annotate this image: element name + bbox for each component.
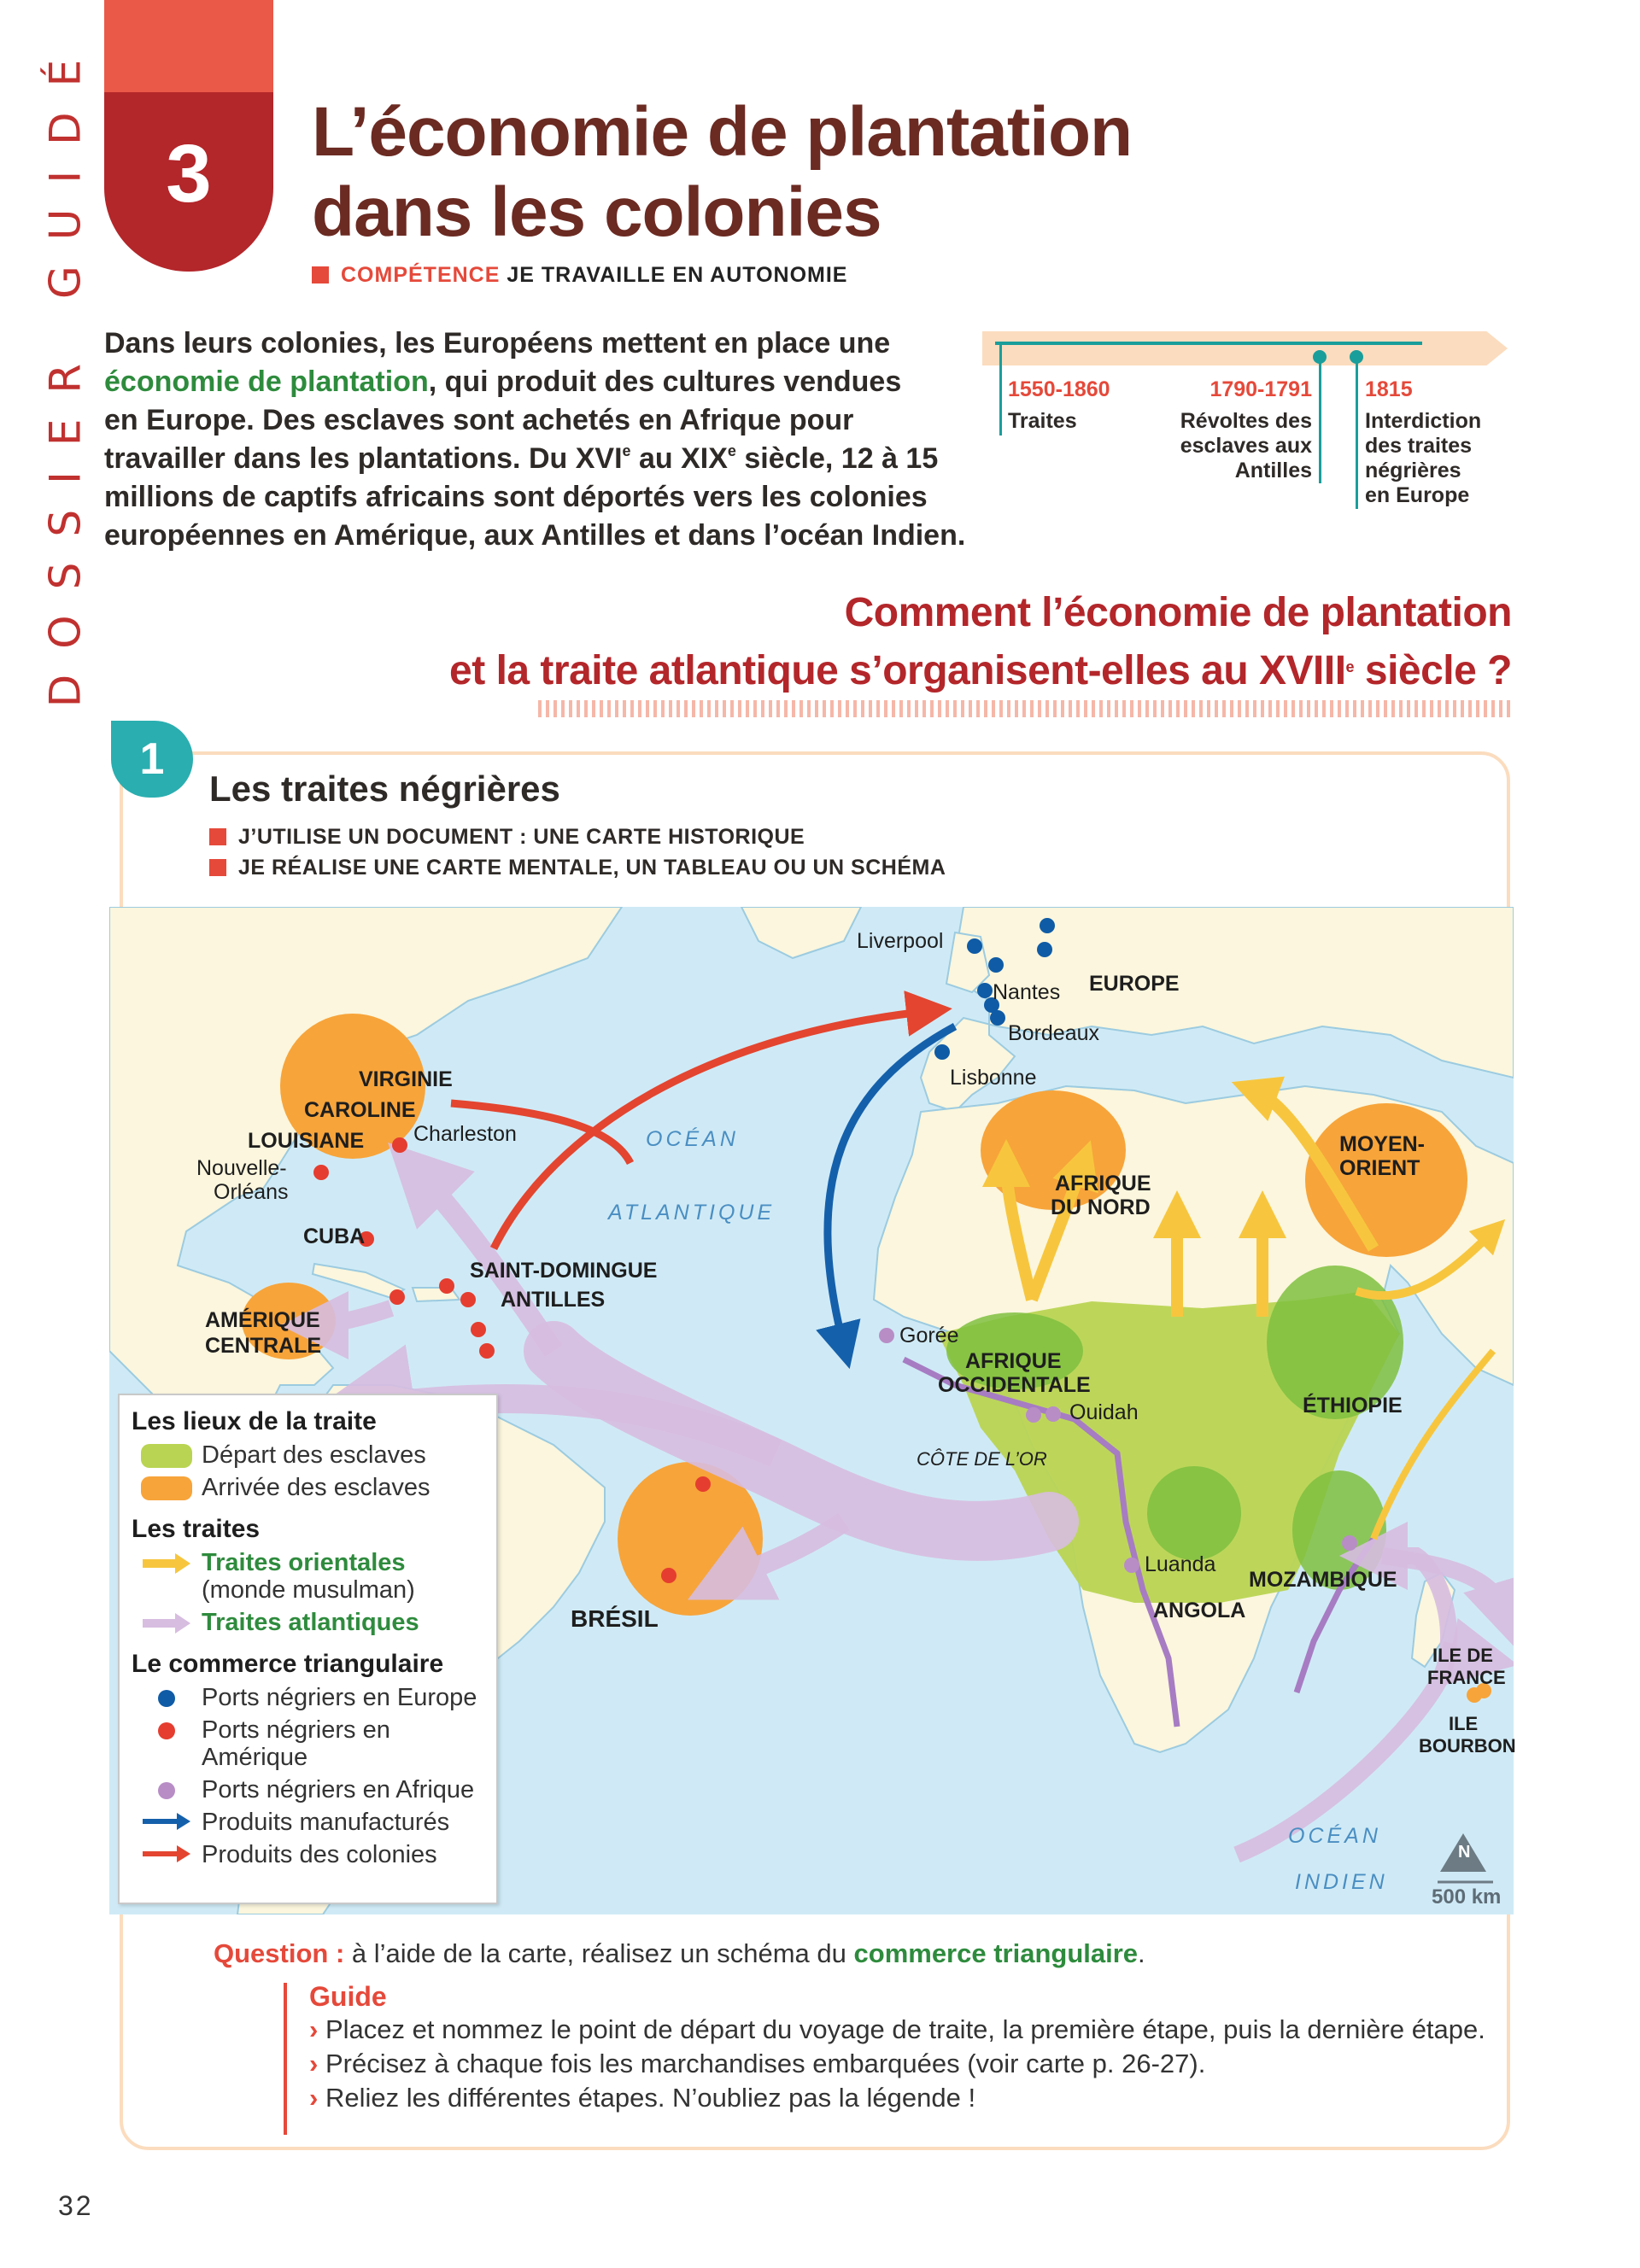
guide-item-text: Placez et nommez le point de départ du voyage de traite, la première étape, puis la dernière étape. [325, 2014, 1485, 2044]
port-europe-dot [990, 1010, 1005, 1026]
map-label-luanda: Luanda [1145, 1552, 1216, 1576]
intro-text: , qui produit des cultures vendues [428, 365, 902, 398]
timeline-text: Antilles [1234, 459, 1312, 482]
question-sup: e [1345, 658, 1355, 675]
departure-swatch-icon [141, 1444, 192, 1468]
skill-text: J’UTILISE UN DOCUMENT : UNE CARTE HISTORIQUE [238, 825, 805, 849]
port-europe-dot [988, 957, 1004, 973]
yellow-arrow-icon [141, 1552, 192, 1575]
map-label-charleston: Charleston [413, 1122, 517, 1146]
legend-item-produits-manuf [132, 1809, 484, 1836]
legend-label: Ports négriers en Europe [202, 1684, 477, 1711]
map-label-mozambique: MOZAMBIQUE [1249, 1568, 1397, 1592]
question-text: à l’aide de la carte, réalisez un schéma du [344, 1938, 854, 1968]
map-label-ile-de: ILE DE [1432, 1645, 1493, 1666]
map-label-orient: ORIENT [1339, 1156, 1420, 1180]
blue-arrow-icon [141, 1811, 192, 1832]
question-line1: Comment l’économie de plantation [844, 590, 1512, 635]
port-europe-dot [977, 983, 993, 998]
port-europe-dot [934, 1044, 950, 1060]
page-title-line1: L’économie de plantation [312, 93, 1133, 171]
legend-heading-lieux: Les lieux de la traite [132, 1407, 377, 1435]
blue-dot-icon [158, 1690, 175, 1707]
guide-item-text: Reliez les différentes étapes. N’oubliez pas la légende ! [325, 2083, 976, 2113]
timeline-tick [1356, 359, 1358, 509]
problematic-question [342, 584, 1512, 700]
map-label-angola: ANGOLA [1153, 1599, 1246, 1622]
timeline-line [995, 342, 1422, 345]
legend-label: Produits manufacturés [202, 1809, 450, 1836]
purple-dot-icon [158, 1782, 175, 1799]
purple-arrow-icon [141, 1611, 192, 1635]
question-line2 [342, 642, 1512, 700]
legend-label: Départ des esclaves [202, 1441, 426, 1469]
map-label-indien: INDIEN [1295, 1870, 1388, 1894]
timeline-date: 1790-1791 [1210, 377, 1312, 401]
map-label-nouvelle: Nouvelle- [196, 1156, 287, 1180]
chapter-number: 3 [166, 128, 212, 219]
map-label-afrique-occ: AFRIQUE [965, 1349, 1062, 1373]
chevron-right-icon: › [309, 2049, 319, 2078]
map-label-ouidah: Ouidah [1069, 1400, 1139, 1424]
competence-line [312, 263, 847, 288]
guide-item [309, 2081, 1505, 2115]
question-line [214, 1938, 1495, 1969]
page-number: 32 [58, 2190, 94, 2221]
timeline-text: Traites [1008, 409, 1077, 433]
timeline-date: 1815 [1365, 377, 1413, 401]
dashed-divider [538, 700, 1512, 717]
map-label-antilles: ANTILLES [501, 1288, 606, 1312]
competence-label: COMPÉTENCE [341, 263, 501, 287]
question-label: Question : [214, 1938, 345, 1968]
port-america-dot [471, 1322, 486, 1337]
red-dot-icon [158, 1722, 175, 1739]
port-africa-dot [1342, 1535, 1357, 1551]
question-highlight: commerce triangulaire [853, 1938, 1139, 1968]
guide-title: Guide [309, 1981, 387, 2012]
map-label-ocean-atlantic: OCÉAN [646, 1127, 739, 1151]
angola-green [1147, 1466, 1241, 1560]
map-label-europe: EUROPE [1089, 972, 1180, 996]
legend-item-depart [132, 1441, 484, 1469]
chapter-top-bar [104, 0, 273, 102]
timeline-event [1162, 377, 1312, 483]
chapter-number-tab [104, 92, 273, 272]
timeline-tick [1319, 359, 1321, 483]
intro-line [104, 440, 975, 478]
map-label-afrique-nord: AFRIQUE [1055, 1172, 1151, 1195]
legend-label: Traites orientales [202, 1549, 406, 1576]
map-label-bourbon: BOURBON [1419, 1735, 1516, 1757]
map-label-nantes: Nantes [993, 980, 1061, 1004]
port-africa-dot [1046, 1406, 1061, 1422]
map-legend [118, 1394, 498, 1904]
map-label-cote-or: CÔTE DE L’OR [917, 1448, 1047, 1470]
map-label-france: FRANCE [1427, 1667, 1506, 1688]
map-label-virginie: VIRGINIE [359, 1067, 453, 1091]
competence-bullet-icon [312, 266, 329, 284]
port-america-dot [439, 1278, 454, 1294]
timeline-text: Révoltes des [1180, 409, 1312, 433]
intro-line: européennes en Amérique, aux Antilles et dans l’océan Indien. [104, 519, 966, 552]
port-africa-dot [879, 1328, 894, 1343]
map-label-liverpool: Liverpool [857, 929, 944, 953]
guide-item [309, 2013, 1505, 2047]
port-europe-dot [1037, 942, 1052, 957]
timeline-event [1365, 377, 1510, 508]
legend-item-atlantiques [132, 1609, 484, 1636]
question-text: siècle ? [1354, 648, 1512, 693]
legend-label: Arrivée des esclaves [202, 1474, 430, 1501]
guide-item-text: Précisez à chaque fois les marchandises embarquées (voir carte p. 26-27). [325, 2049, 1206, 2078]
port-america-dot [479, 1343, 495, 1359]
intro-line: Dans leurs colonies, les Européens mettent en place une [104, 327, 891, 359]
page-title [312, 92, 1294, 253]
map-label-lisbonne: Lisbonne [950, 1066, 1037, 1090]
skill-text: JE RÉALISE UNE CARTE MENTALE, UN TABLEAU OU UN SCHÉMA [238, 856, 946, 880]
timeline-event [1008, 377, 1153, 434]
chevron-right-icon: › [309, 2014, 319, 2044]
timeline-date: 1550-1860 [1008, 377, 1110, 401]
map-label-orleans: Orléans [214, 1180, 289, 1204]
question-text: . [1138, 1938, 1145, 1968]
intro-sup: e [622, 442, 631, 459]
red-arrow-icon [141, 1844, 192, 1864]
timeline-text: en Europe [1365, 483, 1470, 507]
map-label-bresil: BRÉSIL [571, 1605, 659, 1632]
document-skill [209, 856, 946, 880]
timeline-text: esclaves aux [1180, 434, 1312, 458]
question-text: et la traite atlantique s’organisent-elles au XVIII [449, 648, 1346, 693]
guide-block [309, 1981, 1505, 2115]
map-label-caroline: CAROLINE [304, 1098, 416, 1122]
document-skill [209, 825, 805, 850]
legend-item-orientales [132, 1549, 484, 1604]
legend-item-ports-europe [132, 1684, 484, 1711]
port-america-dot [695, 1476, 711, 1492]
legend-item-produits-col [132, 1841, 484, 1868]
legend-label: Ports négriers en Amérique [202, 1716, 390, 1771]
map-label-cuba: CUBA [303, 1225, 366, 1248]
legend-item-arrivee [132, 1474, 484, 1501]
map-label-atlantique: ATLANTIQUE [608, 1201, 776, 1225]
legend-heading-traites: Les traites [132, 1515, 261, 1543]
scale-label: 500 km [1432, 1885, 1502, 1909]
map-label-du-nord: DU NORD [1051, 1195, 1151, 1219]
legend-note: (monde musulman) [202, 1576, 415, 1604]
document-title: Les traites négrières [209, 769, 560, 809]
dossier-guide-sidebar-label: DOSSIER GUIDÉ [40, 33, 90, 708]
legend-label: Ports négriers en Afrique [202, 1776, 475, 1803]
map-label-louisiane: LOUISIANE [248, 1129, 365, 1153]
guide-bar [284, 1983, 287, 2135]
competence-text: JE TRAVAILLE EN AUTONOMIE [507, 263, 848, 287]
map-label-bordeaux: Bordeaux [1008, 1021, 1100, 1045]
port-europe-dot [1040, 918, 1055, 933]
timeline-text: négrières [1365, 459, 1461, 482]
map-label-centrale: CENTRALE [205, 1334, 322, 1358]
map-label-amerique: AMÉRIQUE [205, 1308, 320, 1332]
map-label-ethiopie: ÉTHIOPIE [1303, 1394, 1403, 1418]
port-america-dot [390, 1289, 405, 1305]
intro-line: en Europe. Des esclaves sont achetés en Afrique pour [104, 404, 854, 436]
intro-text: au XIX [630, 442, 728, 475]
legend-label: Produits des colonies [202, 1841, 437, 1868]
intro-line: millions de captifs africains sont déportés vers les colonies [104, 481, 928, 513]
timeline-text: Interdiction [1365, 409, 1482, 433]
document-number-badge [111, 721, 193, 798]
map-label-occidentale: OCCIDENTALE [938, 1373, 1091, 1397]
port-america-dot [313, 1165, 329, 1180]
legend-heading-commerce: Le commerce triangulaire [132, 1650, 444, 1678]
guide-item [309, 2047, 1505, 2081]
skill-bullet-icon [209, 828, 226, 845]
intro-text: siècle, 12 à 15 [735, 442, 939, 475]
north-label: N [1458, 1843, 1471, 1862]
intro-text: travailler dans les plantations. Du XVI [104, 442, 623, 475]
legend-label: Traites atlantiques [202, 1609, 419, 1636]
intro-line [104, 363, 975, 401]
port-america-dot [460, 1292, 476, 1307]
map-label-saint-domingue: SAINT-DOMINGUE [470, 1259, 658, 1283]
map-label-ocean-indien: OCÉAN [1288, 1824, 1381, 1848]
legend-item-ports-amerique [132, 1716, 484, 1771]
chevron-right-icon: › [309, 2083, 319, 2113]
port-america-dot [392, 1137, 407, 1153]
document-number: 1 [139, 734, 165, 784]
intro-sup: e [727, 442, 736, 459]
intro-paragraph [104, 324, 975, 555]
timeline-tick [999, 343, 1002, 435]
port-africa-dot [1124, 1558, 1139, 1573]
map-label-moyen: MOYEN- [1339, 1132, 1425, 1156]
skill-bullet-icon [209, 859, 226, 876]
intro-highlight: économie de plantation [104, 365, 429, 398]
timeline-arrow [982, 331, 1508, 365]
legend-item-ports-afrique [132, 1776, 484, 1803]
arrival-swatch-icon [141, 1476, 192, 1500]
port-europe-dot [967, 938, 982, 954]
map-label-goree: Gorée [899, 1324, 959, 1347]
timeline-text: des traites [1365, 434, 1473, 458]
port-africa-dot [1026, 1407, 1041, 1423]
page-title-line2: dans les colonies [312, 173, 882, 251]
map-label-ile: ILE [1449, 1713, 1479, 1734]
port-america-dot [661, 1568, 676, 1583]
